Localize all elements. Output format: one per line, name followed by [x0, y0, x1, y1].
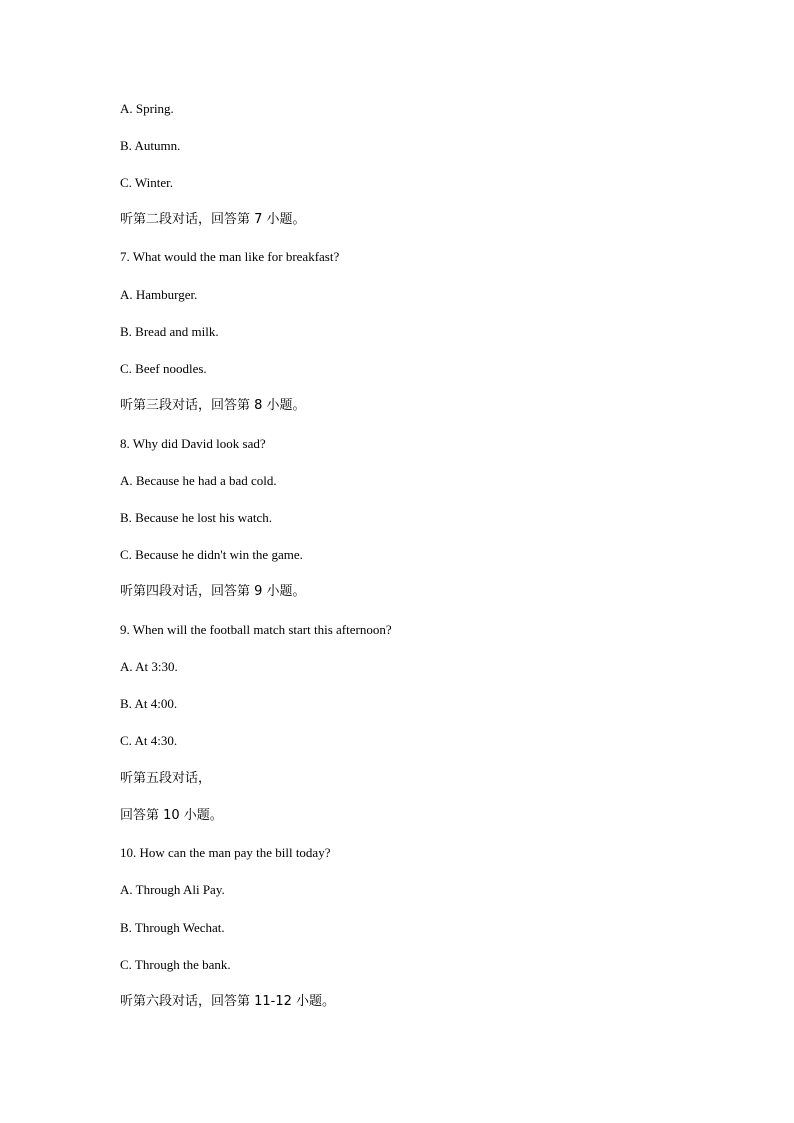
option-a-q6: A. Spring. — [120, 101, 174, 116]
option-a-q8: A. Because he had a bad cold. — [120, 473, 277, 488]
section-instruction-6: 听第六段对话，回答第 11-12 小题。 — [120, 994, 336, 1009]
option-c-q10: C. Through the bank. — [120, 957, 231, 972]
option-b-q8: B. Because he lost his watch. — [120, 510, 272, 525]
option-c-q9: C. At 4:30. — [120, 733, 178, 748]
section-instruction-5: 听第五段对话， — [120, 771, 212, 786]
option-c-q8: C. Because he didn't win the game. — [120, 547, 303, 562]
option-c-q7: C. Beef noodles. — [120, 361, 207, 376]
section-instruction-4: 听第四段对话，回答第 9 小题。 — [120, 584, 306, 599]
question-9: 9. When will the football match start this afternoon? — [120, 622, 392, 637]
option-b-q10: B. Through Wechat. — [120, 920, 225, 935]
option-b-q6: B. Autumn. — [120, 138, 181, 153]
option-a-q10: A. Through Ali Pay. — [120, 882, 225, 897]
question-8: 8. Why did David look sad? — [120, 436, 266, 451]
question-7: 7. What would the man like for breakfast? — [120, 249, 340, 264]
option-a-q7: A. Hamburger. — [120, 287, 198, 302]
section-instruction-2: 听第二段对话，回答第 7 小题。 — [120, 212, 306, 227]
section-instruction-3: 听第三段对话，回答第 8 小题。 — [120, 398, 306, 413]
option-b-q7: B. Bread and milk. — [120, 324, 219, 339]
question-10: 10. How can the man pay the bill today? — [120, 845, 331, 860]
option-a-q9: A. At 3:30. — [120, 659, 178, 674]
option-b-q9: B. At 4:00. — [120, 696, 178, 711]
section-instruction-5-continued: 回答第 10 小题。 — [120, 808, 223, 823]
option-c-q6: C. Winter. — [120, 175, 174, 190]
